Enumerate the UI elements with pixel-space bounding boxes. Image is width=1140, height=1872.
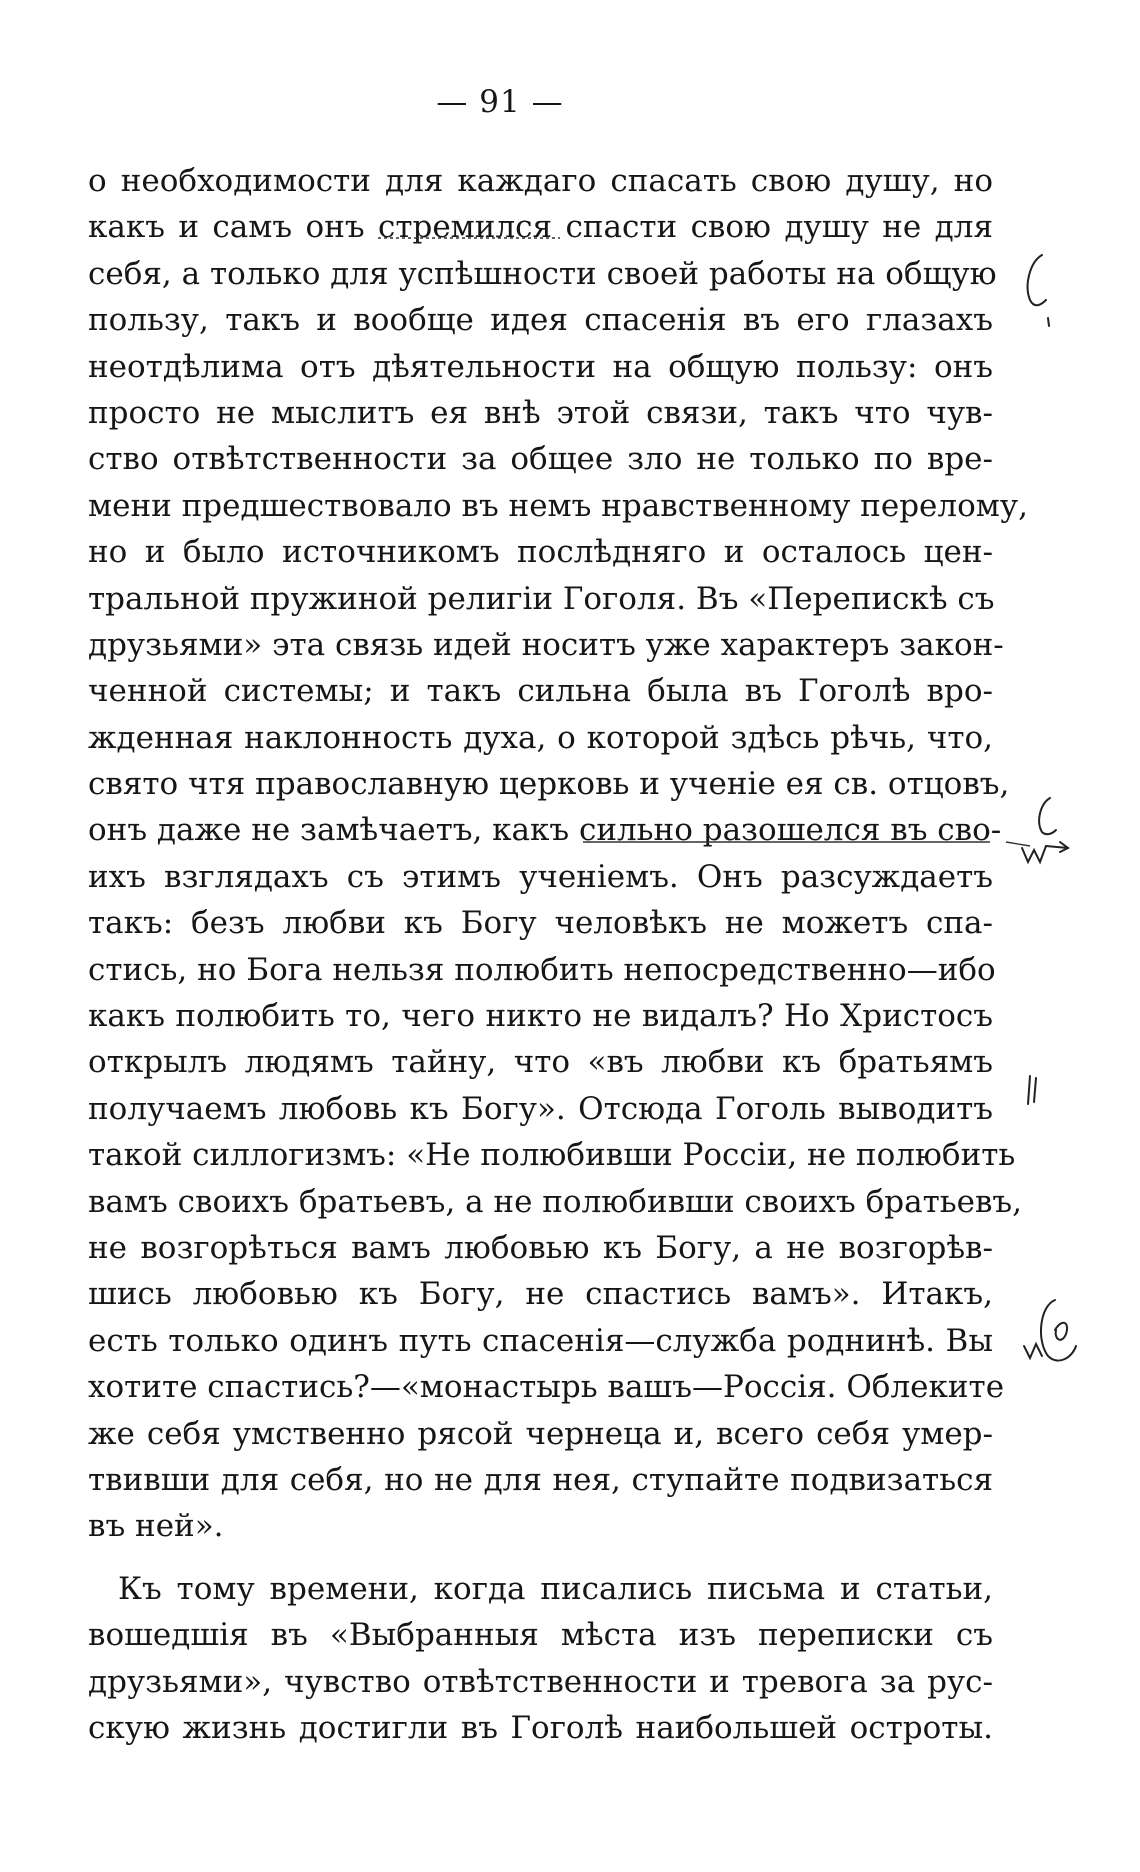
paragraph-2: [88, 1566, 993, 1752]
text-line: ство отвѣтственности за общее зло не только по вре-: [88, 441, 993, 478]
paragraph-spacer: [88, 1550, 993, 1566]
text-line: такъ: безъ любви къ Богу человѣкъ не можетъ спа-: [88, 905, 993, 942]
pencil-mark-c-top: [1028, 255, 1049, 326]
text-line: стись, но Бога нельзя полюбить непосредственно—ибо: [88, 951, 996, 988]
text-line: открылъ людямъ тайну, что «въ любви къ братьямъ: [88, 1044, 993, 1081]
paragraph-1: [88, 158, 1028, 1550]
text-line: какъ полюбить то, чего никто не видалъ? Но Христосъ: [88, 998, 993, 1035]
text-line: вамъ своихъ братьевъ, а не полюбивши своихъ братьевъ,: [88, 1183, 1022, 1220]
text-line: друзьями» эта связь идей носитъ уже характеръ закон-: [88, 626, 1004, 663]
text-line: ихъ взглядахъ съ этимъ ученіемъ. Онъ разсуждаетъ: [88, 858, 993, 895]
text-line: о необходимости для каждаго спасать свою душу, но: [88, 163, 993, 199]
text-line: скую жизнь достигли въ Гоголѣ наибольшей остроты.: [88, 1709, 993, 1746]
text-line: шись любовью къ Богу, не спастись вамъ». Итакъ,: [88, 1276, 993, 1313]
text-line: не возгорѣться вамъ любовью къ Богу, а не возгорѣв-: [88, 1229, 993, 1266]
text-line: получаемъ любовь къ Богу». Отсюда Гоголь выводитъ: [88, 1090, 993, 1127]
body-text: [88, 158, 1028, 1751]
pencil-mark-double-line: [1028, 1076, 1036, 1104]
text-line: въ ней».: [88, 1508, 224, 1545]
text-line: онъ даже не замѣчаетъ, какъ сильно разошелся въ сво-: [88, 812, 1002, 849]
page-number: — 91 —: [436, 84, 564, 120]
text-line: вошедшія въ «Выбранныя мѣста изъ переписки съ: [88, 1617, 993, 1654]
text-line: но и было источникомъ послѣдняго и осталось цен-: [88, 534, 993, 571]
text-line: же себя умственно рясой чернеца и, всего себя умер-: [88, 1415, 993, 1452]
text-line: неотдѣлима отъ дѣятельности на общую пользу: онъ: [88, 348, 993, 385]
text-line: ченной системы; и такъ сильна была въ Гоголѣ вро-: [88, 673, 993, 710]
text-line: просто не мыслитъ ея внѣ этой связи, такъ что чув-: [88, 394, 993, 431]
text-line: какъ и самъ онъ стремился спасти свою душу не для: [88, 209, 993, 246]
text-line: пользу, такъ и вообще идея спасенія въ его глазахъ: [88, 302, 993, 339]
pencil-mark-circled: [1024, 1300, 1076, 1361]
text-line: свято чтя православную церковь и ученіе ея св. отцовъ,: [88, 766, 1010, 803]
text-line: друзьями», чувство отвѣтственности и тревога за рус-: [88, 1663, 993, 1700]
text-line: Къ тому времени, когда писались письма и статьи,: [118, 1570, 993, 1607]
text-line: хотите спастись?—«монастырь вашъ—Россія. Облеките: [88, 1369, 1005, 1406]
text-line: есть только одинъ путь спасенія—служба роднинѣ. Вы: [88, 1322, 993, 1359]
text-line: тральной пружиной религіи Гоголя. Въ «Перепискѣ съ: [88, 580, 995, 617]
text-line: себя, а только для успѣшности своей работы на общую: [88, 255, 997, 292]
text-line: такой силлогизмъ: «Не полюбивши Россіи, не полюбить: [88, 1137, 1016, 1174]
text-line: мени предшествовало въ немъ нравственному перелому,: [88, 487, 1028, 524]
pencil-mark-c-arrow: [1022, 798, 1068, 862]
text-line: жденная наклонность духа, о которой здѣсь рѣчь, что,: [88, 719, 993, 756]
text-line: твивши для себя, но не для нея, ступайте подвизаться: [88, 1461, 993, 1498]
